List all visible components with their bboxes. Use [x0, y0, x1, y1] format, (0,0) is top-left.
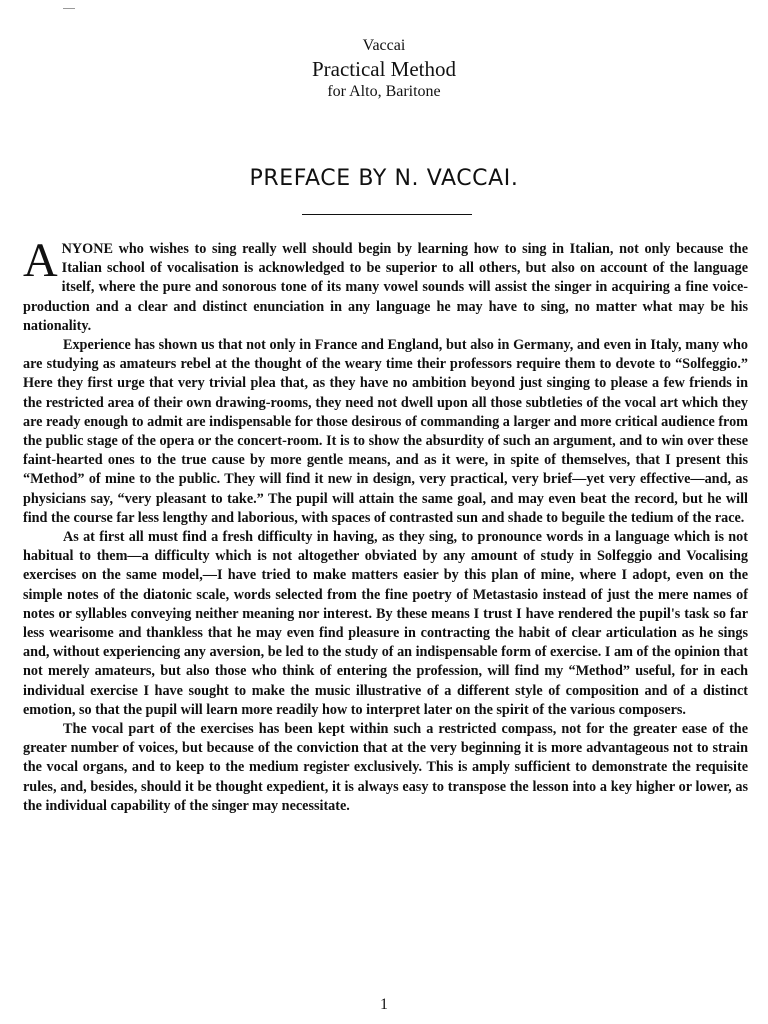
drop-cap: A	[23, 234, 58, 287]
paragraph-1-text: NYONE who wishes to sing really well should begin by learning how to sing in Italian, not only because the Italian school of vocalisation is acknowledged to be superior to all others, but also on account of the language itself, where the pure and sonorous tone of its many vowel sounds will assist the singer in acquiring a fine voice-production and a clear and distinct enunciation in any language he may have to sing, no matter what may be his nationality.	[23, 241, 748, 334]
paragraph-1	[23, 234, 748, 336]
page-number: 1	[380, 996, 388, 1013]
paragraph-2: Experience has shown us that not only in France and England, but also in Germany, and even in Italy, many who are studying as amateurs rebel at the thought of the weary time their professors require them to devote to “Solfeggio.” Here they first urge that very trivial plea that, as they have no ambition beyond just singing to please a few friends in the restricted area of their own drawing-rooms, they need not dwell upon all those subtleties of the vocal art which they are ready enough to admit are indispensable for those desirous of commanding a larger and more critical audience from the public stage of the opera or the concert-room. It is to show the absurdity of such an argument, and to win over these faint-hearted ones to the true cause by more gentle means, and as it were, in spite of themselves, that I present this “Method” of mine to the public. They will find it new in design, very practical, very brief—yet very effective—and, as physicians say, “very pleasant to take.” The pupil will attain the same goal, and may even beat the record, but he will find the course far less lengthy and laborious, with spaces of contrasted sun and shade to beguile the tedium of the race.	[23, 337, 748, 526]
preface-title: PREFACE BY N. VACCAI.	[249, 166, 519, 191]
preface-body	[23, 234, 748, 816]
paragraph-3: As at first all must find a fresh difficulty in having, as they sing, to pronounce words in a language which is not habitual to them—a difficulty which is not altogether obviated by any amount of study in Solfeggio and Vocalising exercises on the same model,—I have tried to make matters easier by this plan of mine, where I adopt, even on the simple notes of the diatonic scale, words selected from the fine poetry of Metastasio instead of just the mere names of notes or syllables conveying neither meaning nor interest. By these means I trust I have rendered the pupil's task so far less wearisome and thankless that he may even find pleasure in contracting the habit of clear articulation as he sings and, without experiencing any aversion, be led to the study of an indispensable form of exercise. I am of the opinion that not merely amateurs, but also those who think of entering the profession, will find my “Method” useful, for in each individual exercise I have sought to make the music illustrative of a different style of composition and of a distinct emotion, so that the pupil will learn more readily how to interpret later on the spirit of the various composers.	[23, 529, 748, 718]
scan-mark	[63, 8, 75, 9]
paragraph-4: The vocal part of the exercises has been kept within such a restricted compass, not for the greater ease of the greater number of voices, but because of the conviction that at the very beginning it is more advantageous not to strain the vocal organs, and to keep to the medium register exclusively. This is amply sufficient to demonstrate the requisite rules, and, besides, should it be thought expedient, it is always easy to transpose the lesson into a key higher or lower, as the individual capability of the singer may necessitate.	[23, 721, 748, 814]
method-title: Practical Method	[311, 57, 457, 81]
page-header	[0, 38, 768, 100]
composer-name: Vaccai	[362, 37, 406, 54]
voice-types: for Alto, Baritone	[327, 83, 441, 100]
title-divider	[302, 214, 472, 215]
